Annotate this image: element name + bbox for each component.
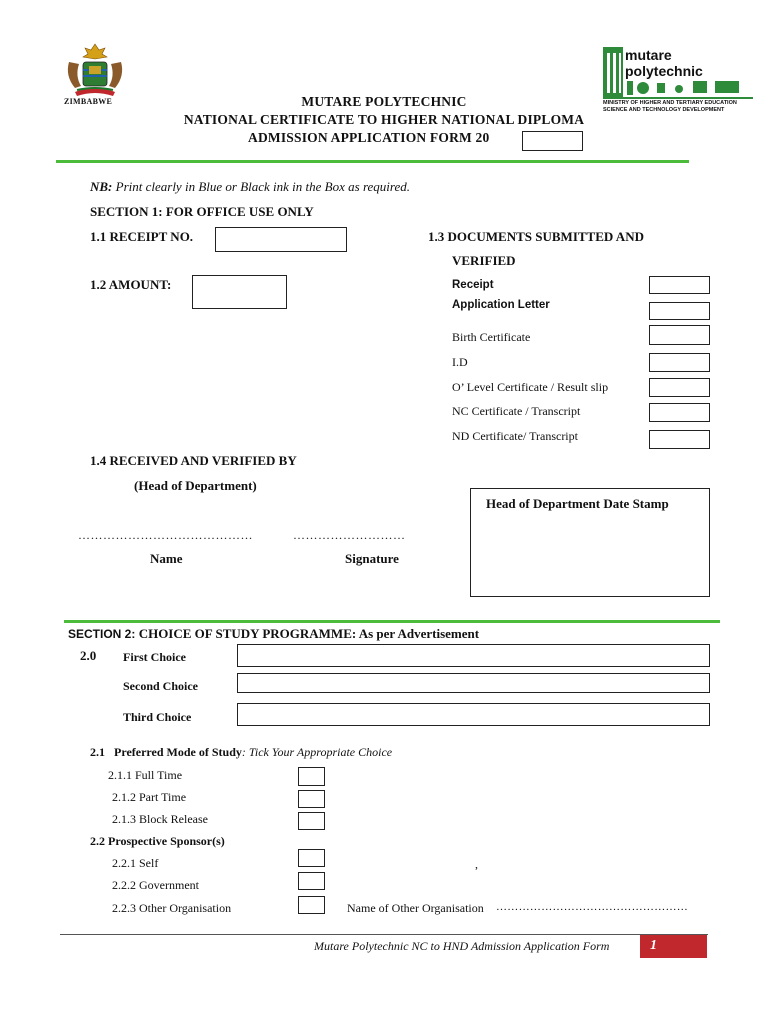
mode-of-study-line xyxy=(90,745,392,760)
logo-ministry-line1: MINISTRY OF HIGHER AND TERTIARY EDUCATION xyxy=(603,100,737,106)
doc-box-o-level[interactable] xyxy=(649,378,710,397)
other-org-name-line[interactable]: …………………………………………… xyxy=(496,901,689,913)
signature-line[interactable]: ……………………… xyxy=(293,528,406,542)
block-release-checkbox[interactable] xyxy=(298,812,325,830)
sponsor-government-label: 2.2.2 Government xyxy=(112,878,199,892)
name-caption: Name xyxy=(150,551,183,566)
section2-rule xyxy=(64,620,720,623)
footer-rule xyxy=(60,934,708,935)
other-org-name-label: Name of Other Organisation xyxy=(347,901,484,915)
mode-hint: : Tick Your Appropriate Choice xyxy=(241,745,393,759)
date-stamp-label: Head of Department Date Stamp xyxy=(486,496,669,511)
section2-title-prefix: SECTION 2: xyxy=(68,627,139,641)
amount-label: 1.2 AMOUNT: xyxy=(90,277,172,292)
government-checkbox[interactable] xyxy=(298,872,325,890)
doc-box-birth-certificate[interactable] xyxy=(649,325,710,345)
full-time-checkbox[interactable] xyxy=(298,767,325,786)
page-number: 1 xyxy=(650,938,657,953)
second-choice-box[interactable] xyxy=(237,673,710,693)
country-label: ZIMBABWE xyxy=(64,97,113,106)
doc-label-receipt: Receipt xyxy=(452,279,494,291)
year-box[interactable] xyxy=(522,131,583,151)
footer-text: Mutare Polytechnic NC to HND Admission Application Form xyxy=(314,939,610,953)
logo-name: mutare polytechnic xyxy=(625,47,703,79)
doc-box-nc-certificate[interactable] xyxy=(649,403,710,422)
nb-label: NB: xyxy=(90,179,113,194)
doc-label-birth-certificate: Birth Certificate xyxy=(452,330,531,344)
amount-box[interactable] xyxy=(192,275,287,309)
mode-full-time-label: 2.1.1 Full Time xyxy=(108,768,183,782)
doc-label-application-letter: Application Letter xyxy=(452,299,550,311)
sponsor-other-label: 2.2.3 Other Organisation xyxy=(112,901,232,915)
doc-box-id[interactable] xyxy=(649,353,710,372)
doc-label-nc-certificate: NC Certificate / Transcript xyxy=(452,404,581,418)
third-choice-box[interactable] xyxy=(237,703,710,726)
doc-box-application-letter[interactable] xyxy=(649,302,710,320)
mode-block-release-label: 2.1.3 Block Release xyxy=(112,812,208,826)
docs-title-line1: 1.3 DOCUMENTS SUBMITTED AND xyxy=(428,229,644,244)
other-organisation-checkbox[interactable] xyxy=(298,896,325,914)
zimbabwe-coat-of-arms xyxy=(55,40,135,100)
part-time-checkbox[interactable] xyxy=(298,790,325,808)
stray-comma: , xyxy=(475,857,478,871)
receipt-label: 1.1 RECEIPT NO. xyxy=(90,229,194,244)
doc-box-receipt[interactable] xyxy=(649,276,710,294)
receipt-no-box[interactable] xyxy=(215,227,347,252)
doc-label-o-level: O’ Level Certificate / Result slip xyxy=(452,380,609,394)
hod-label: (Head of Department) xyxy=(134,478,257,493)
first-choice-box[interactable] xyxy=(237,644,710,667)
name-line[interactable]: …………………………………… xyxy=(78,528,253,542)
received-label: 1.4 RECEIVED AND VERIFIED BY xyxy=(90,453,297,468)
title-line3: ADMISSION APPLICATION FORM 20 xyxy=(248,130,490,145)
doc-label-nd-certificate: ND Certificate/ Transcript xyxy=(452,429,578,443)
second-choice-label: Second Choice xyxy=(123,679,198,693)
title-line1: MUTARE POLYTECHNIC xyxy=(301,94,467,109)
section2-number: 2.0 xyxy=(80,648,97,663)
section1-title: SECTION 1: FOR OFFICE USE ONLY xyxy=(90,204,314,219)
nb-text: Print clearly in Blue or Black ink in the Box as required. xyxy=(112,179,410,194)
mode-label: Preferred Mode of Study xyxy=(114,745,242,759)
page-number-badge xyxy=(640,935,707,958)
docs-title-line2: VERIFIED xyxy=(452,253,516,268)
sponsor-self-label: 2.2.1 Self xyxy=(112,856,159,870)
title-line2: NATIONAL CERTIFICATE TO HIGHER NATIONAL DIPLOMA xyxy=(183,112,585,127)
nb-note xyxy=(90,179,410,195)
mode-part-time-label: 2.1.2 Part Time xyxy=(112,790,187,804)
self-checkbox[interactable] xyxy=(298,849,325,867)
section2-title-main: CHOICE OF STUDY PROGRAMME: As per Advertisement xyxy=(138,626,480,641)
doc-label-id: I.D xyxy=(452,355,468,369)
third-choice-label: Third Choice xyxy=(123,710,192,724)
sponsor-title: 2.2 Prospective Sponsor(s) xyxy=(90,834,225,848)
mode-num: 2.1 xyxy=(90,745,105,759)
header-rule xyxy=(56,160,689,163)
logo-ministry-line2: SCIENCE AND TECHNOLOGY DEVELOPMENT xyxy=(603,107,725,113)
signature-caption: Signature xyxy=(345,551,399,566)
first-choice-label: First Choice xyxy=(123,650,186,664)
section2-title xyxy=(68,626,479,642)
doc-box-nd-certificate[interactable] xyxy=(649,430,710,449)
